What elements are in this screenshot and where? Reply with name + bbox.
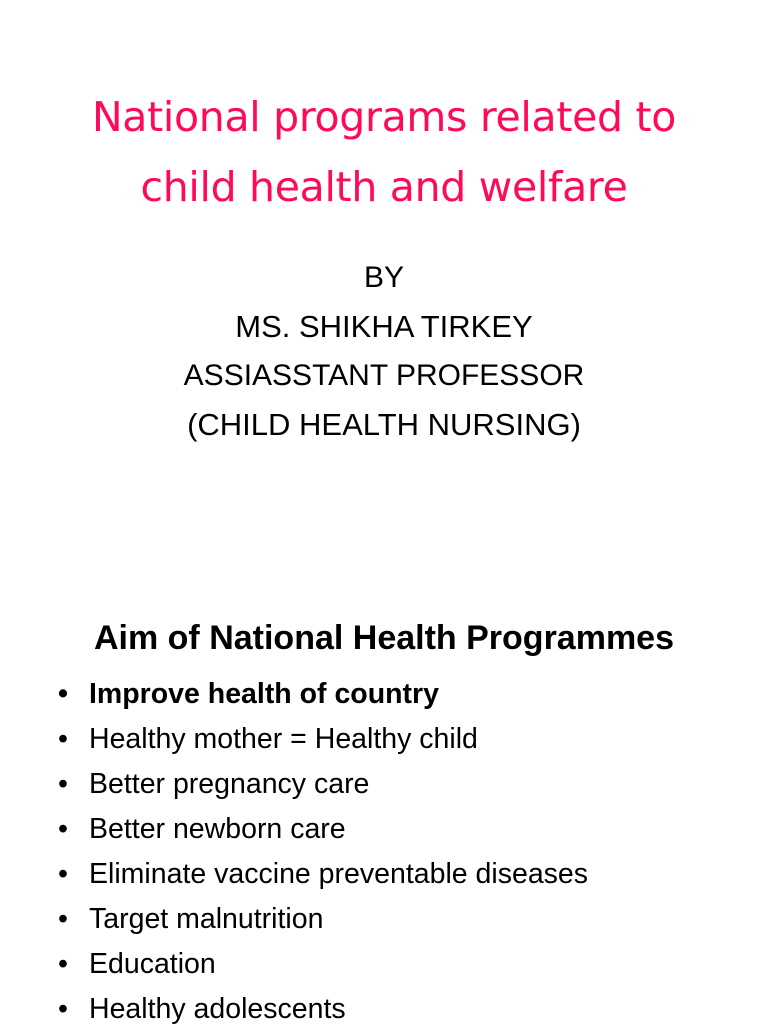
bullet-item [58, 807, 588, 852]
slide-title-line-2: child health and welfare [140, 163, 628, 211]
slide-subtitle [0, 254, 768, 450]
slide-title-line-1: National programs related to [91, 93, 677, 141]
bullet-item [58, 852, 588, 897]
bullet-list [58, 672, 588, 1024]
bullet-item [58, 897, 588, 942]
bullet-text: Improve health of country [89, 678, 439, 710]
bullet-dot: • [58, 813, 68, 845]
bullet-item [58, 942, 588, 987]
bullet-item [58, 717, 588, 762]
bullet-text: Education [89, 948, 216, 980]
bullet-text: Healthy adolescents [89, 993, 346, 1024]
slide-title [0, 82, 768, 222]
content-heading: Aim of National Health Programmes [93, 619, 674, 657]
author-name: MS. SHIKHA TIRKEY [235, 309, 533, 344]
bullet-dot: • [58, 678, 68, 710]
by-label: BY [363, 261, 405, 294]
bullet-item [58, 672, 588, 717]
bullet-item [58, 987, 588, 1024]
bullet-dot: • [58, 858, 68, 890]
bullet-dot: • [58, 903, 68, 935]
bullet-dot: • [58, 993, 68, 1024]
bullet-text: Eliminate vaccine preventable diseases [89, 858, 589, 890]
bullet-dot: • [58, 948, 68, 980]
bullet-text: Better newborn care [89, 813, 346, 845]
author-role: ASSIASSTANT PROFESSOR [183, 359, 585, 392]
author-department: (CHILD HEALTH NURSING) [187, 407, 581, 442]
bullet-text: Better pregnancy care [89, 768, 370, 800]
content-slide [0, 576, 768, 1024]
bullet-item [58, 762, 588, 807]
bullet-dot: • [58, 723, 68, 755]
bullet-dot: • [58, 768, 68, 800]
bullet-text: Healthy mother = Healthy child [89, 723, 478, 755]
bullet-text: Target malnutrition [89, 903, 324, 935]
